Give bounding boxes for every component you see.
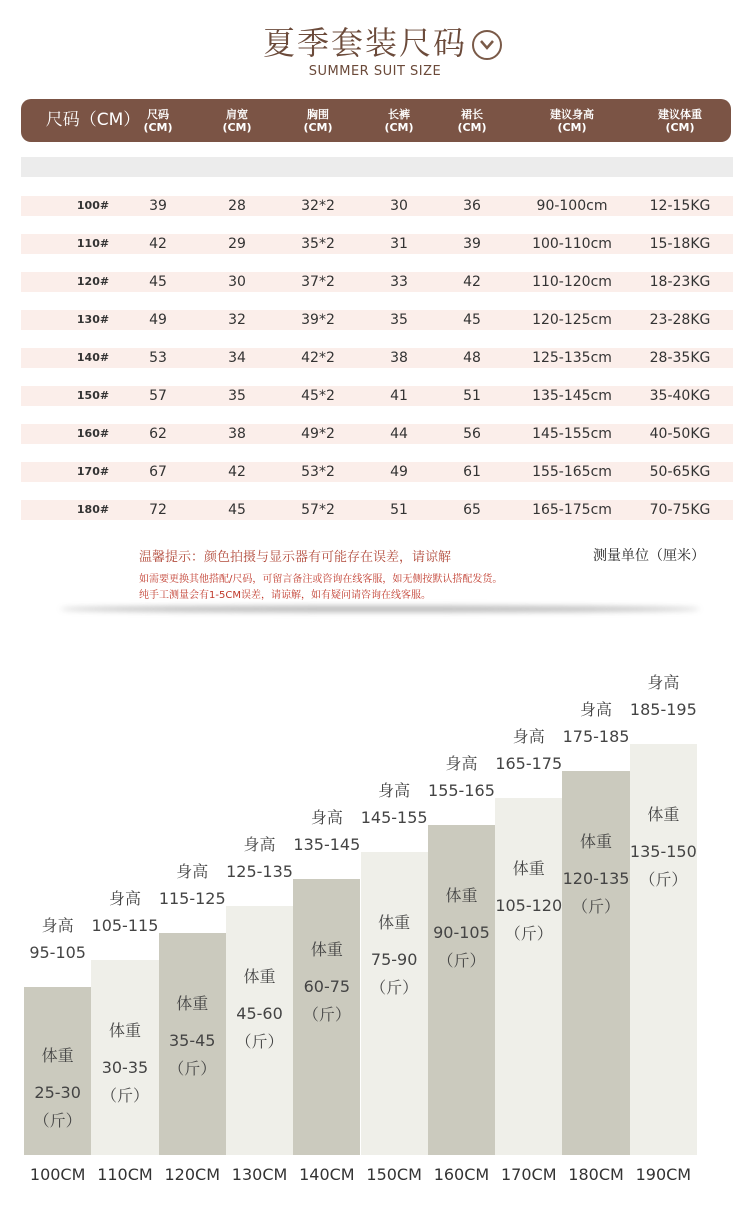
header-cell [442,99,502,142]
table-cell: 56 [463,426,481,442]
table-cell: 38 [390,350,408,366]
weight-range: 105-120 [495,896,563,915]
table-cell: 36 [463,198,481,214]
height-label: 身高 [176,862,209,881]
weight-unit: （斤） [370,978,419,997]
table-cell: 23-28KG [649,312,711,328]
table-row [21,310,733,330]
header-unit: (CM) [457,120,487,134]
table-cell: 57*2 [301,502,335,518]
table-cell: 42*2 [301,350,335,366]
table-cell: 145-155cm [532,426,612,442]
x-tick-label: 190CM [635,1165,692,1184]
note-line-2: 纯手工测量会有1-5CM误差，请谅解，如有疑问请咨询在线客服。 [139,590,431,601]
weight-bar [226,906,293,1155]
page-subtitle: SUMMER SUIT SIZE [308,64,442,79]
table-cell: 49*2 [301,426,335,442]
height-label: 身高 [445,754,478,773]
height-annotation [222,831,297,885]
table-cell: 45*2 [301,388,335,404]
height-annotation [357,777,432,831]
weight-label: 体重 [41,1046,74,1065]
header-unit: (CM) [384,120,414,134]
divider-shadow [60,606,700,612]
table-cell: 49 [149,312,167,328]
table-cell: 30 [390,198,408,214]
height-label: 身高 [647,673,680,692]
table-cell: 165-175cm [532,502,612,518]
weight-label: 体重 [243,967,276,986]
table-cell: 61 [463,464,481,480]
table-cell: 90-100cm [536,198,608,214]
header-unit: (CM) [303,120,333,134]
table-row [21,386,733,406]
weight-bar [24,987,91,1155]
height-annotation [155,858,230,912]
weight-bar [495,798,562,1155]
height-annotation [424,750,499,804]
size-cell: 170# [76,465,110,478]
x-tick-label: 120CM [164,1165,220,1184]
weight-label: 体重 [647,805,680,824]
weight-label: 体重 [445,886,478,905]
weight-label: 体重 [310,940,343,959]
height-annotation [87,885,162,939]
table-cell: 34 [228,350,246,366]
table-cell: 42 [149,236,167,252]
table-row [21,272,733,292]
table-cell: 40-50KG [649,426,711,442]
weight-bar [630,744,697,1155]
size-cell: 150# [76,389,110,402]
height-annotation [289,804,364,858]
weight-unit: （斤） [100,1086,149,1105]
header-cell [202,99,272,142]
weight-unit: （斤） [168,1059,217,1078]
size-cell: 140# [76,351,110,364]
height-label: 身高 [108,889,141,908]
note-line-1: 如需要更换其他搭配/尺码，可留言备注或咨询在线客服，如无侧按默认搭配发货。 [139,574,503,585]
size-cell: 110# [76,237,110,250]
table-cell: 35 [390,312,408,328]
table-cell: 62 [149,426,167,442]
height-range: 115-125 [158,889,226,908]
table-cell: 125-135cm [532,350,612,366]
header-label: 胸围 [307,107,329,121]
weight-range: 30-35 [101,1058,149,1077]
table-cell: 45 [149,274,167,290]
header-cell [517,99,627,142]
table-cell: 45 [228,502,246,518]
table-cell: 39*2 [301,312,335,328]
table-cell: 65 [463,502,481,518]
size-cell: 160# [76,427,110,440]
table-cell: 12-15KG [649,198,711,214]
table-cell: 45 [463,312,481,328]
table-cell: 44 [390,426,408,442]
weight-label: 体重 [580,832,613,851]
height-label: 身高 [243,835,276,854]
table-row [21,424,733,444]
header-label: 建议身高 [550,107,594,121]
weight-range: 25-30 [34,1083,81,1102]
height-label: 身高 [580,700,613,719]
height-range: 125-135 [226,862,293,881]
table-cell: 32 [228,312,246,328]
table-cell: 29 [228,236,246,252]
x-tick-label: 100CM [29,1165,86,1184]
header-cell [630,99,730,142]
header-label: 尺码（CM） [45,110,141,130]
table-cell: 39 [149,198,167,214]
header-cell [369,99,429,142]
weight-range: 90-105 [433,923,490,942]
weight-label: 体重 [176,994,209,1013]
size-cell: 100# [76,199,110,212]
table-cell: 15-18KG [649,236,711,252]
weight-bar [428,825,495,1155]
table-cell: 35*2 [301,236,335,252]
table-cell: 37*2 [301,274,335,290]
table-cell: 51 [463,388,481,404]
table-row [21,196,733,216]
weight-range: 35-45 [168,1031,216,1050]
height-range: 165-175 [495,754,563,773]
header-unit: (CM) [222,120,252,134]
x-tick-label: 170CM [500,1165,557,1184]
table-header [21,99,731,142]
table-cell: 53 [149,350,167,366]
header-unit: (CM) [665,120,695,134]
height-annotation [558,696,633,750]
table-row [21,348,733,368]
table-cell: 31 [390,236,408,252]
page-title: 夏季套装尺码 [262,24,467,62]
height-label: 身高 [512,727,545,746]
table-cell: 41 [390,388,408,404]
table-row [21,500,733,520]
table-cell: 42 [463,274,481,290]
weight-range: 120-135 [562,869,630,888]
header-label: 尺码 [147,107,169,121]
height-label: 身高 [310,808,343,827]
header-cell [128,99,188,142]
table-cell: 39 [463,236,481,252]
table-row [21,234,733,254]
table-cell: 51 [390,502,408,518]
height-annotation [626,669,701,723]
table-cell: 32*2 [301,198,335,214]
x-tick-label: 110CM [97,1165,153,1184]
header-unit: (CM) [143,120,173,134]
table-cell: 155-165cm [532,464,612,480]
weight-bar [361,852,428,1155]
table-cell: 42 [228,464,246,480]
weight-range: 75-90 [370,950,418,969]
table-cell: 70-75KG [649,502,711,518]
weight-bar [159,933,226,1155]
table-cell: 33 [390,274,408,290]
table-cell: 135-145cm [532,388,612,404]
chevron-down-icon [472,30,502,60]
size-cell: 180# [76,503,110,516]
height-annotation [20,912,95,966]
height-range: 135-145 [293,835,361,854]
weight-unit: （斤） [235,1032,284,1051]
weight-bar [293,879,360,1155]
height-range: 145-155 [360,808,428,827]
height-range: 175-185 [562,727,630,746]
table-cell: 120-125cm [532,312,612,328]
table-cell: 35 [228,388,246,404]
height-range: 185-195 [629,700,697,719]
weight-range: 60-75 [303,977,351,996]
table-cell: 35-40KG [649,388,711,404]
height-label: 身高 [41,916,74,935]
table-cell: 50-65KG [649,464,711,480]
table-cell: 100-110cm [532,236,612,252]
table-cell: 38 [228,426,246,442]
weight-unit: （斤） [437,951,486,970]
header-cell [278,99,358,142]
table-cell: 53*2 [301,464,335,480]
table-cell: 110-120cm [532,274,612,290]
header-label: 裙长 [461,107,483,121]
table-cell: 28 [228,198,246,214]
table-row [21,462,733,482]
height-label: 身高 [378,781,411,800]
size-cell: 120# [76,275,110,288]
size-cell: 130# [76,313,110,326]
header-label: 建议体重 [658,107,702,121]
x-tick-label: 150CM [366,1165,422,1184]
weight-unit: （斤） [572,897,621,916]
table-cell: 49 [390,464,408,480]
header-label: 长裤 [388,107,410,121]
title-wrap [0,18,750,64]
table-cell: 28-35KG [649,350,711,366]
weight-bar [562,771,629,1155]
weight-label: 体重 [378,913,411,932]
height-range: 95-105 [29,943,86,962]
table-divider [21,157,733,177]
weight-unit: （斤） [504,924,553,943]
height-range: 155-165 [428,781,495,800]
weight-range: 135-150 [629,842,697,861]
table-cell: 18-23KG [649,274,711,290]
height-range: 105-115 [91,916,159,935]
table-cell: 57 [149,388,167,404]
x-tick-label: 160CM [433,1165,490,1184]
height-annotation [491,723,566,777]
color-tip: 温馨提示：颜色拍摄与显示器有可能存在误差，请谅解 [139,550,452,565]
table-cell: 30 [228,274,246,290]
weight-unit: （斤） [33,1111,82,1130]
weight-label: 体重 [512,859,545,878]
x-tick-label: 130CM [231,1165,288,1184]
header-unit: (CM) [557,120,587,134]
weight-unit: （斤） [302,1005,351,1024]
table-cell: 48 [463,350,481,366]
weight-label: 体重 [108,1021,141,1040]
unit-note: 测量单位（厘米） [593,548,705,564]
weight-bar [91,960,158,1155]
x-tick-label: 180CM [568,1165,624,1184]
weight-range: 45-60 [236,1004,283,1023]
table-cell: 72 [149,502,167,518]
table-cell: 67 [149,464,167,480]
x-tick-label: 140CM [299,1165,355,1184]
weight-unit: （斤） [639,870,688,889]
header-label: 肩宽 [226,107,248,121]
